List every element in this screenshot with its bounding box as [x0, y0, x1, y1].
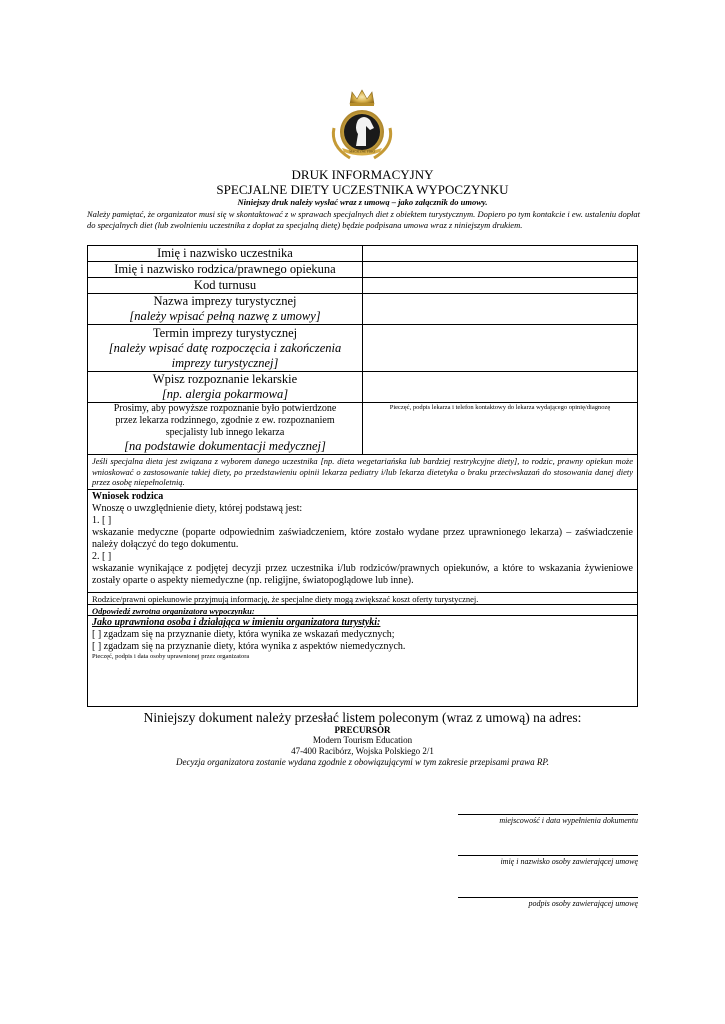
- company-address: 47-400 Racibórz, Wojska Polskiego 2/1: [291, 746, 434, 756]
- organizer-decision-section: [88, 616, 637, 706]
- turnus-code-label: Kod turnusu: [88, 278, 363, 293]
- logo-ribbon-text: MAGICZNE PISKI: [349, 149, 375, 154]
- doctor-stamp-label: Pieczęć, podpis lekarza i telefon kontaktowy do lekarza wydającego opinię/diagnozę: [389, 404, 611, 411]
- row-event-name: [88, 294, 637, 325]
- option1-text: wskazanie medyczne (poparte odpowiednim zaświadczeniem, które zostało wydane przez uprawnionego lekarza) – zaświadczenie należy dołączyć do tego dokumentu.: [92, 527, 633, 550]
- confirm-line-3: specjalisty lub innego lekarza: [165, 427, 285, 438]
- event-name-field[interactable]: [363, 294, 637, 324]
- organizer-decision-title: Jako uprawniona osoba i działająca w imieniu organizatora turystyki:: [92, 617, 381, 628]
- participant-name-label: Imię i nazwisko uczestnika: [88, 246, 363, 261]
- event-date-field[interactable]: [363, 325, 637, 371]
- diagnosis-label: [88, 372, 363, 402]
- guardian-name-label: Imię i nazwisko rodzica/prawnego opiekuna: [88, 262, 363, 277]
- option2-text: wskazanie wynikające z podjętej decyzji przez uczestnika i/lub rodziców/prawnych opiekunów, a które to wskazania żywieniowe zostały oparte o aspekty niemedyczne (np. religijne, światopoglądowe lub inne).: [92, 563, 633, 586]
- organizer-reply-header: [88, 605, 637, 616]
- document-subtitle: Niniejszy druk należy wysłać wraz z umową – jako załącznik do umowy.: [237, 197, 488, 207]
- diagnosis-hint: [np. alergia pokarmowa]: [161, 387, 289, 401]
- row-turnus-code: [88, 278, 637, 294]
- row-event-date: [88, 325, 637, 372]
- organizer-medical-checkbox[interactable]: [ ] zgadzam się na przyznanie diety, która wynika ze wskazań medycznych;: [92, 629, 395, 640]
- signature-line[interactable]: [458, 897, 638, 898]
- cost-note-text: Rodzice/prawni opiekunowie przyjmują informację, że specjalne diety mogą zwiększać koszt oferty turystycznej.: [92, 594, 479, 604]
- diagnosis-field[interactable]: [363, 372, 637, 402]
- organizer-stamp-label: Pieczęć, podpis i data osoby uprawnionej przez organizatora: [92, 653, 250, 660]
- signature-label: podpis osoby zawierającej umowę: [528, 899, 638, 908]
- logo-emblem: [320, 88, 404, 162]
- confirm-hint: [na podstawie dokumentacji medycznej]: [124, 439, 326, 453]
- event-date-label: [88, 325, 363, 371]
- company-line1: Modern Tourism Education: [312, 735, 413, 745]
- row-diagnosis: [88, 372, 637, 403]
- company-name: PRECURSOR: [334, 725, 391, 735]
- diet-form-table: [87, 245, 638, 707]
- turnus-code-field[interactable]: [363, 278, 637, 293]
- parent-request-section: [88, 490, 637, 593]
- vegetarian-note: [88, 455, 637, 490]
- row-guardian-name: [88, 262, 637, 278]
- parent-request-intro: Wnoszę o uwzględnienie diety, której podstawą jest:: [92, 503, 303, 514]
- place-date-line[interactable]: [458, 814, 638, 815]
- guardian-name-field[interactable]: [363, 262, 637, 277]
- event-date-title: Termin imprezy turystycznej: [152, 325, 298, 340]
- decision-note: Decyzja organizatora zostanie wydana zgodnie z obowiązującymi w tym zakresie przepisami prawa RP.: [176, 757, 549, 767]
- place-date-label: miejscowość i data wypełnienia dokumentu: [499, 816, 638, 825]
- parent-request-title: Wniosek rodzica: [92, 491, 164, 502]
- document-title-line1: DRUK INFORMACYJNY: [291, 167, 434, 182]
- document-note: Należy pamiętać, że organizator musi się w skontaktować z w sprawach specjalnych diet z obiektem turystycznym. Dopiero po tym kontakcie i ew. ustaleniu dopłat do specjalnych diet (lub zwolnieniu uczestnika z dopłat za specjalną dietę) będzie podpisana umowa wraz z niniejszym drukiem.: [87, 209, 640, 230]
- row-participant-name: [88, 246, 637, 262]
- confirm-line-1: Prosimy, aby powyższe rozpoznanie było potwierdzone: [113, 403, 337, 414]
- event-date-hint-1: [należy wpisać datę rozpoczęcia i zakończenia: [108, 340, 342, 355]
- diagnosis-title: Wpisz rozpoznanie lekarskie: [152, 372, 298, 386]
- cost-note: [88, 593, 637, 605]
- doctor-stamp-field[interactable]: [363, 403, 637, 454]
- event-name-hint: [należy wpisać pełną nazwę z umowy]: [129, 309, 321, 323]
- organizer-nonmedical-checkbox[interactable]: [ ] zgadzam się na przyznanie diety, która wynika z aspektów niemedycznych.: [92, 641, 406, 652]
- name-label: imię i nazwisko osoby zawierającej umowę: [500, 857, 638, 866]
- name-line[interactable]: [458, 855, 638, 856]
- address-heading: Niniejszy dokument należy przesłać listem poleconym (wraz z umową) na adres:: [143, 710, 582, 725]
- row-doctor-confirmation: [88, 403, 637, 455]
- organizer-reply-title: Odpowiedź zwrotna organizatora wypoczynku:: [92, 606, 255, 616]
- option1-checkbox[interactable]: 1. [ ]: [92, 515, 112, 526]
- event-name-title: Nazwa imprezy turystycznej: [153, 294, 297, 308]
- document-title-line2: SPECJALNE DIETY UCZESTNIKA WYPOCZYNKU: [216, 182, 509, 197]
- doctor-confirmation-label: [88, 403, 363, 454]
- vegetarian-note-text: Jeśli specjalna dieta jest związana z wyborem danego uczestnika [np. dieta wegetariańska lub bardziej restrykcyjne diety], to rodzic, prawny opiekun może wnioskować o zastosowanie takiej diety, po przedstawieniu opinii lekarza pediatry i/lub lekarza dietetyka o braku przeciwskazań do stosowania danej diety przez osobę niepełnoletnią.: [92, 456, 633, 487]
- participant-name-field[interactable]: [363, 246, 637, 261]
- event-date-hint-2: imprezy turystycznej]: [171, 355, 279, 370]
- confirm-line-2: przez lekarza rodzinnego, zgodnie z ew. rozpoznaniem: [115, 415, 335, 426]
- event-name-label: [88, 294, 363, 324]
- option2-checkbox[interactable]: 2. [ ]: [92, 551, 112, 562]
